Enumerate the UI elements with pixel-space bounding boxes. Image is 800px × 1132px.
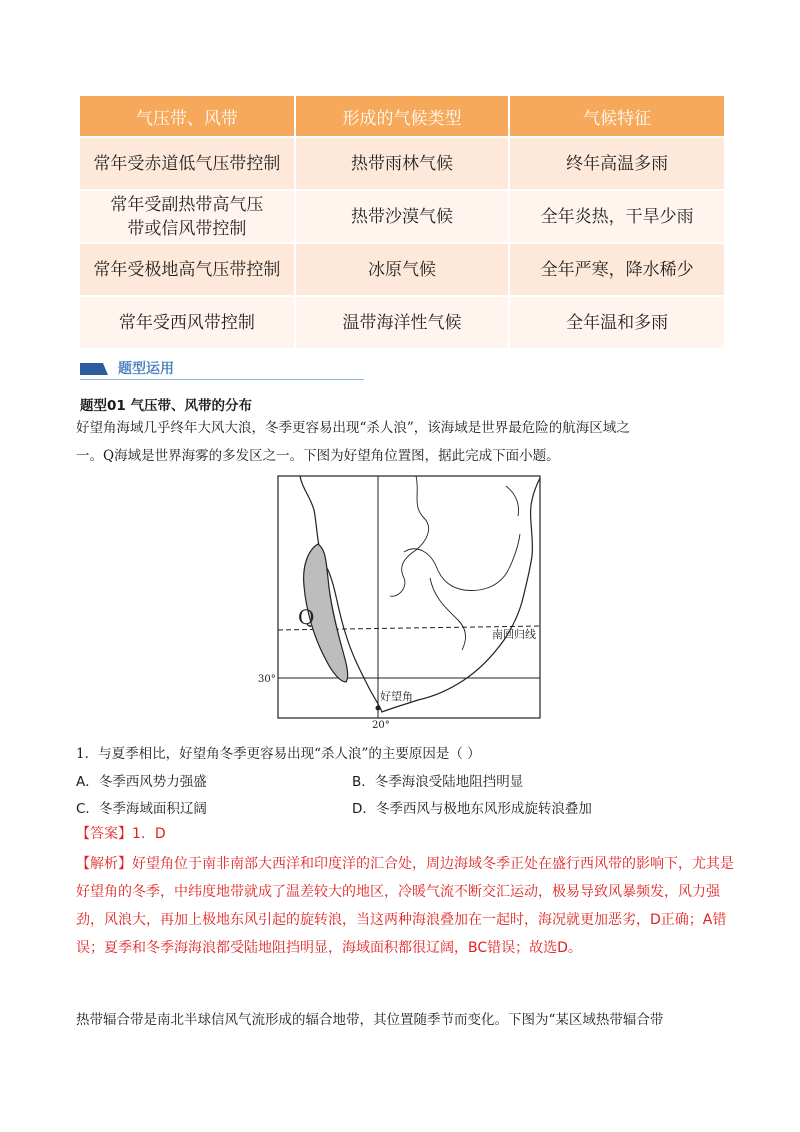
table-row: [80, 190, 724, 243]
label-cape: 好望角: [380, 690, 413, 703]
table-cell: 常年受副热带高气压带或信风带控制: [80, 190, 295, 243]
river-1: [390, 476, 429, 596]
table-cell: 热带沙漠气候: [295, 190, 510, 243]
header-climate-type: 形成的气候类型: [295, 96, 510, 137]
table-row: [80, 243, 724, 296]
option-c: C．冬季海域面积辽阔: [76, 801, 207, 817]
table-row: [80, 137, 724, 190]
label-q: Q: [298, 605, 315, 629]
section-header: [80, 358, 364, 380]
header-pressure-belt: 气压带、风带: [80, 96, 295, 137]
table-cell: 全年温和多雨: [509, 296, 724, 348]
label-tropic: 南回归线: [492, 628, 536, 641]
table-cell: 全年炎热，干旱少雨: [509, 190, 724, 243]
option-a: A．冬季西风势力强盛: [76, 774, 207, 790]
river-4: [506, 486, 519, 516]
table-cell: 常年受极地高气压带控制: [80, 243, 295, 296]
answer-line: 【答案】1．D: [76, 826, 166, 842]
intro-line-2: 一。Q海域是世界海雾的多发区之一。下图为好望角位置图，据此完成下面小题。: [76, 448, 560, 464]
climate-table: [80, 96, 724, 348]
table-cell: 常年受西风带控制: [80, 296, 295, 348]
option-b: B．冬季海浪受陆地阻挡明显: [352, 774, 524, 790]
table-cell: 冰原气候: [295, 243, 510, 296]
header-climate-feature: 气候特征: [509, 96, 724, 137]
analysis-paragraph: 【解析】好望角位于南非南部大西洋和印度洋的汇合处，周边海域冬季正处在盛行西风带的影响下，尤其是好望角的冬季，中纬度地带就成了温差较大的地区，冷暖气流不断交汇运动，极易导致风暴频发，风力强劲，风浪大，再加上极地东风引起的旋转浪，当这两种海浪叠加在一起时，海况就更加恶劣，D正确；A错误；夏季和冬季海海浪都受陆地阻挡明显，海域面积都很辽阔，BC错误；故选D。: [76, 856, 734, 956]
river-2: [404, 534, 520, 590]
question-1-stem: 1．与夏季相比，好望角冬季更容易出现“杀人浪”的主要原因是（ ）: [76, 746, 481, 762]
table-row: [80, 296, 724, 348]
table-cell: 全年严寒，降水稀少: [509, 243, 724, 296]
table-cell: 终年高温多雨: [509, 137, 724, 190]
table-cell: 常年受赤道低气压带控制: [80, 137, 295, 190]
label-lon20: 20°: [372, 720, 390, 731]
table-header-row: [80, 96, 724, 137]
question-group-title: 题型01 气压带、风带的分布: [80, 398, 252, 414]
intro-line-1: 好望角海域几乎终年大风大浪，冬季更容易出现“杀人浪”，该海域是世界最危险的航海区域之: [76, 420, 630, 436]
section-marker-icon: [80, 363, 108, 375]
coastline: [300, 476, 540, 712]
option-d: D．冬季西风与极地东风形成旋转浪叠加: [352, 801, 592, 817]
table-cell: 温带海洋性气候: [295, 296, 510, 348]
next-question-intro: 热带辐合带是南北半球信风气流形成的辐合地带，其位置随季节而变化。下图为“某区域热带辐合带: [76, 1012, 664, 1028]
section-divider: [80, 379, 364, 380]
section-title: 题型运用: [118, 361, 174, 377]
cape-point: [376, 706, 381, 711]
label-lat30: 30°: [258, 674, 276, 685]
cape-of-good-hope-map: [256, 470, 556, 732]
table-cell: 热带雨林气候: [295, 137, 510, 190]
